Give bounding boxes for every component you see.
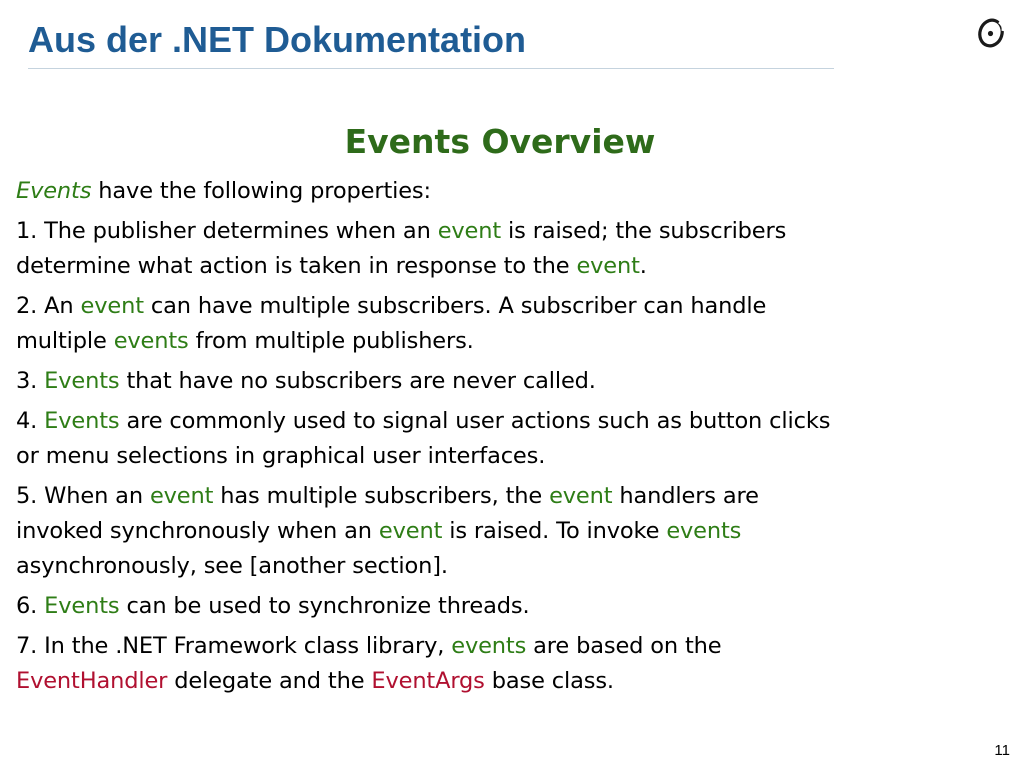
text: can have multiple subscribers. A subscriber can handle — [143, 293, 767, 319]
text: . — [639, 253, 647, 279]
slide-title: Aus der .NET Dokumentation — [28, 19, 527, 60]
keyword: event — [576, 253, 640, 279]
keyword: Events — [44, 408, 120, 434]
keyword: events — [451, 633, 527, 659]
keyword: event — [549, 483, 613, 509]
list-item-continuation — [16, 249, 986, 284]
list-item — [16, 364, 986, 399]
text: 2. An — [16, 293, 81, 319]
keyword: event — [437, 218, 502, 244]
list-item-continuation — [16, 549, 986, 584]
title-divider — [28, 68, 834, 69]
text: that have no subscribers are never called. — [119, 368, 596, 394]
text: is raised; the subscribers — [501, 218, 787, 244]
section-heading: Events Overview — [344, 122, 656, 161]
text: delegate and the — [167, 668, 372, 694]
page-number: 11 — [994, 742, 1010, 759]
text: 5. When an — [16, 483, 150, 509]
keyword: Events — [44, 593, 120, 619]
text: has multiple subscribers, the — [213, 483, 550, 509]
keyword: Events — [16, 178, 92, 204]
text: multiple — [16, 328, 114, 354]
text: are based on the — [526, 633, 722, 659]
keyword: events — [666, 518, 742, 544]
keyword: events — [113, 328, 189, 354]
text: is raised. To invoke — [442, 518, 667, 544]
list-item-continuation — [16, 324, 986, 359]
list-item — [16, 589, 986, 624]
list-item — [16, 214, 986, 249]
keyword: Events — [44, 368, 120, 394]
text: handlers are — [612, 483, 759, 509]
keyword: event — [149, 483, 214, 509]
text: 6. — [16, 593, 45, 619]
text: 1. The publisher determines when an — [16, 218, 438, 244]
text: are commonly used to signal user actions such as button clicks — [119, 408, 831, 434]
list-item-continuation — [16, 664, 986, 699]
list-item-continuation — [16, 439, 986, 474]
text: or menu selections in graphical user interfaces. — [16, 443, 546, 469]
text: have the following properties: — [91, 178, 431, 204]
list-item-continuation — [16, 514, 986, 549]
text: can be used to synchronize threads. — [119, 593, 530, 619]
list-item — [16, 404, 986, 439]
text: 4. — [16, 408, 45, 434]
text: asynchronously, see [another section]. — [16, 553, 448, 579]
intro-line — [16, 174, 986, 209]
text: determine what action is taken in response to the — [16, 253, 577, 279]
class-name: EventArgs — [371, 668, 485, 694]
text: from multiple publishers. — [188, 328, 474, 354]
keyword: event — [378, 518, 443, 544]
class-name: EventHandler — [16, 668, 168, 694]
list-item — [16, 289, 986, 324]
eiffel-logo-icon — [974, 16, 1008, 50]
list-item — [16, 629, 986, 664]
properties-list — [16, 174, 986, 704]
text: 7. In the .NET Framework class library, — [16, 633, 452, 659]
text: 3. — [16, 368, 45, 394]
list-item — [16, 479, 986, 514]
keyword: event — [80, 293, 144, 319]
text: base class. — [484, 668, 614, 694]
text: invoked synchronously when an — [16, 518, 379, 544]
